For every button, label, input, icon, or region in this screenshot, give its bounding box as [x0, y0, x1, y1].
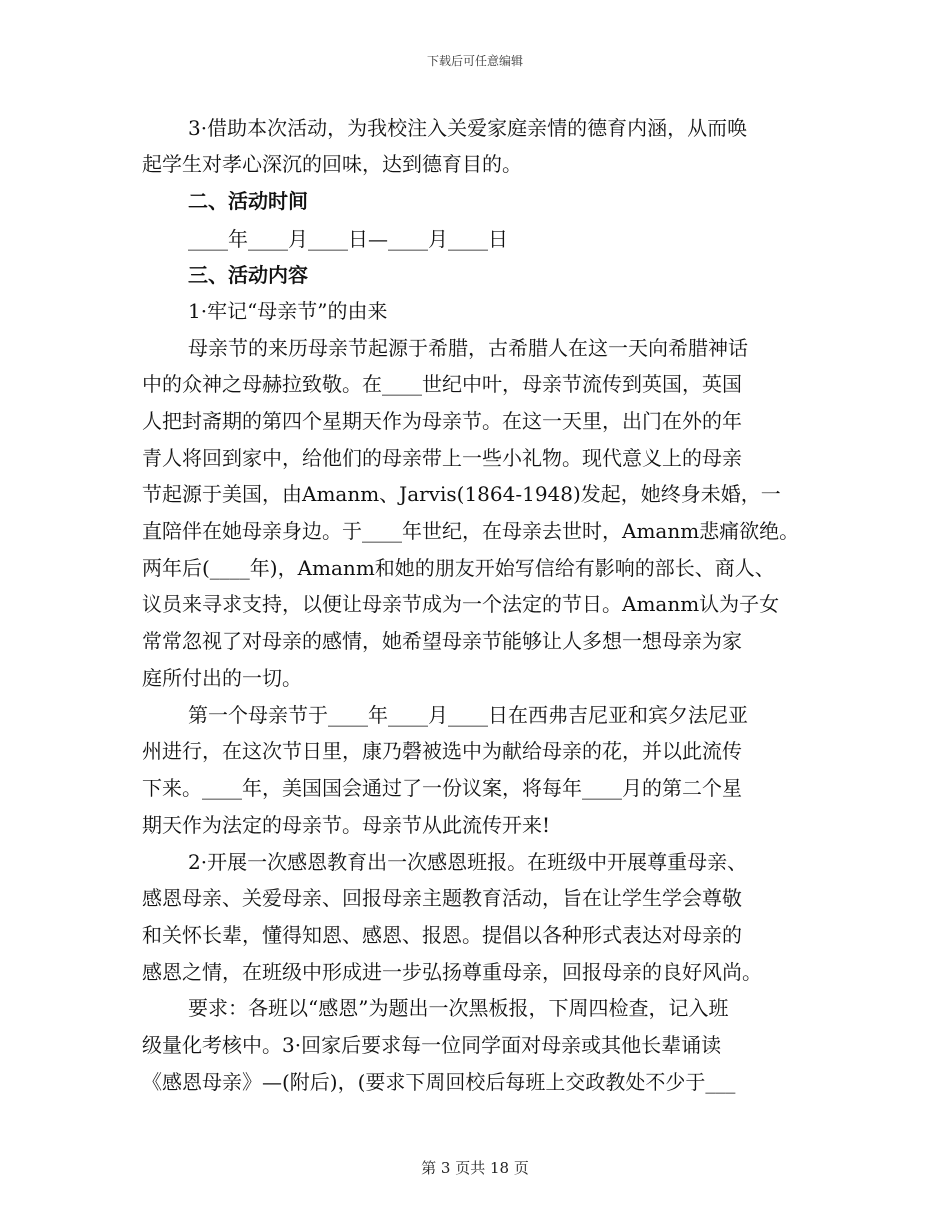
text-line: 两年后(____年)，Amanm和她的朋友开始写信给有影响的部长、商人、 [142, 556, 775, 580]
text-line: 级量化考核中。3·回家后要求每一位同学面对母亲或其他长辈诵读 [142, 1033, 722, 1057]
text-line: 直陪伴在她母亲身边。于____年世纪，在母亲去世时，Amanm悲痛欲绝。 [142, 519, 800, 543]
text-line: 青人将回到家中，给他们的母亲带上一些小礼物。现代意义上的母亲 [142, 446, 742, 470]
text-line: 庭所付出的一切。 [142, 666, 302, 690]
text-line: 州进行，在这次节日里，康乃磬被选中为献给母亲的花，并以此流传 [142, 739, 742, 763]
text-line: 感恩母亲、关爱母亲、回报母亲主题教育活动，旨在让学生学会尊敬 [142, 886, 742, 910]
text-line: 第一个母亲节于____年____月____日在西弗吉尼亚和宾夕法尼亚 [188, 703, 748, 727]
section-heading: 二、活动时间 [188, 189, 308, 213]
text-line: 2·开展一次感恩教育出一次感恩班报。在班级中开展尊重母亲、 [188, 850, 748, 874]
text-line: 节起源于美国，由Amanm、Jarvis(1864-1948)发起，她终身未婚，一 [142, 482, 781, 506]
page-header: 下载后可任意编辑 [426, 54, 523, 68]
section-heading: 三、活动内容 [188, 263, 308, 287]
text-line: 中的众神之母赫拉致敬。在____世纪中叶，母亲节流传到英国，英国 [142, 372, 742, 396]
page-footer: 第 3 页共 18 页 [421, 1159, 529, 1177]
text-line: 3·借助本次活动，为我校注入关爱家庭亲情的德育内涵，从而唤 [188, 116, 748, 140]
text-line: 感恩之情，在班级中形成进一步弘扬尊重母亲，回报母亲的良好风尚。 [142, 960, 762, 984]
text-line: 人把封斋期的第四个星期天作为母亲节。在这一天里，出门在外的年 [142, 409, 742, 433]
text-line: 下来。____年，美国国会通过了一份议案，将每年____月的第二个星 [142, 776, 742, 800]
text-line: 起学生对孝心深沉的回味，达到德育目的。 [142, 152, 522, 176]
text-line: 要求：各班以“感恩”为题出一次黑板报，下周四检查，记入班 [188, 996, 729, 1020]
text-line: 《感恩母亲》—(附后)，(要求下周回校后每班上交政教处不少于___ [142, 1070, 736, 1094]
text-line: 1·牢记“母亲节”的由来 [188, 299, 388, 323]
text-line: 议员来寻求支持，以便让母亲节成为一个法定的节日。Amanm认为子女 [142, 592, 780, 616]
text-line: 母亲节的来历母亲节起源于希腊，古希腊人在这一天向希腊神话 [188, 336, 748, 360]
text-line: 期天作为法定的母亲节。母亲节从此流传开来! [142, 813, 551, 837]
text-line: 和关怀长辈，懂得知恩、感恩、报恩。提倡以各种形式表达对母亲的 [142, 923, 742, 947]
text-line: 常常忽视了对母亲的感情，她希望母亲节能够让人多想一想母亲为家 [142, 629, 742, 653]
text-line: ____年____月____日—____月____日 [188, 227, 508, 251]
